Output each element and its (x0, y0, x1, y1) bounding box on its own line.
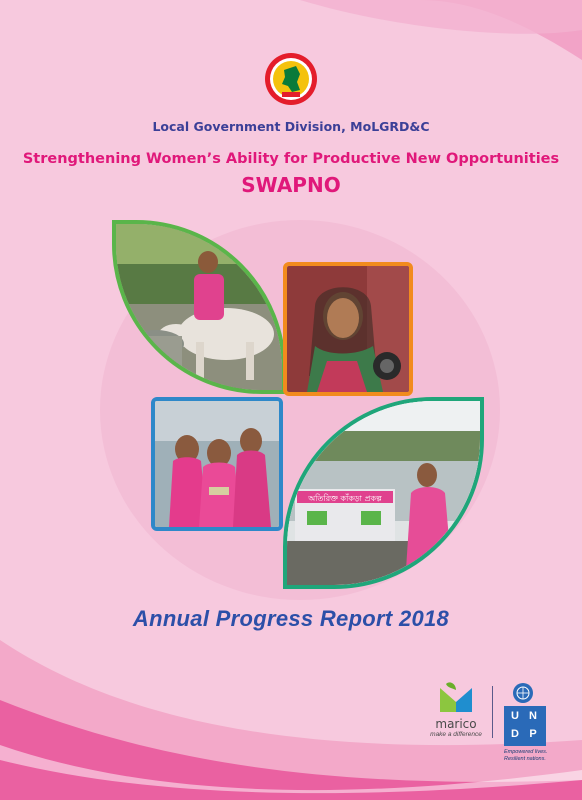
marico-logo (424, 680, 488, 750)
undp-tagline-line-2: Resilient nations. (504, 756, 546, 762)
marico-m-icon (436, 680, 476, 714)
undp-logo (504, 682, 548, 762)
undp-letter: D (511, 728, 519, 740)
division-name: Local Government Division, MoLGRD&C (152, 119, 430, 134)
banner-text: অতিরিক্ত কাঁকড়া প্রকল্প (308, 494, 382, 503)
photo-woman-sewing (283, 262, 413, 396)
logo-divider (492, 686, 493, 738)
undp-letter: P (529, 728, 537, 740)
undp-letter: U (511, 710, 519, 722)
photo-women-group (151, 397, 283, 531)
undp-letters-box (504, 706, 546, 746)
government-seal-logo (264, 52, 318, 106)
marico-name: marico (435, 717, 477, 731)
un-emblem-icon (512, 682, 534, 704)
report-title: Annual Progress Report 2018 (132, 606, 450, 631)
undp-tagline (504, 749, 548, 763)
undp-letter: N (529, 710, 537, 722)
project-acronym: SWAPNO (241, 173, 341, 197)
marico-tagline: make a difference (430, 731, 482, 738)
project-subtitle: Strengthening Women’s Ability for Productive New Opportunities (22, 151, 560, 167)
undp-tagline-line-1: Empowered lives. (504, 749, 548, 755)
